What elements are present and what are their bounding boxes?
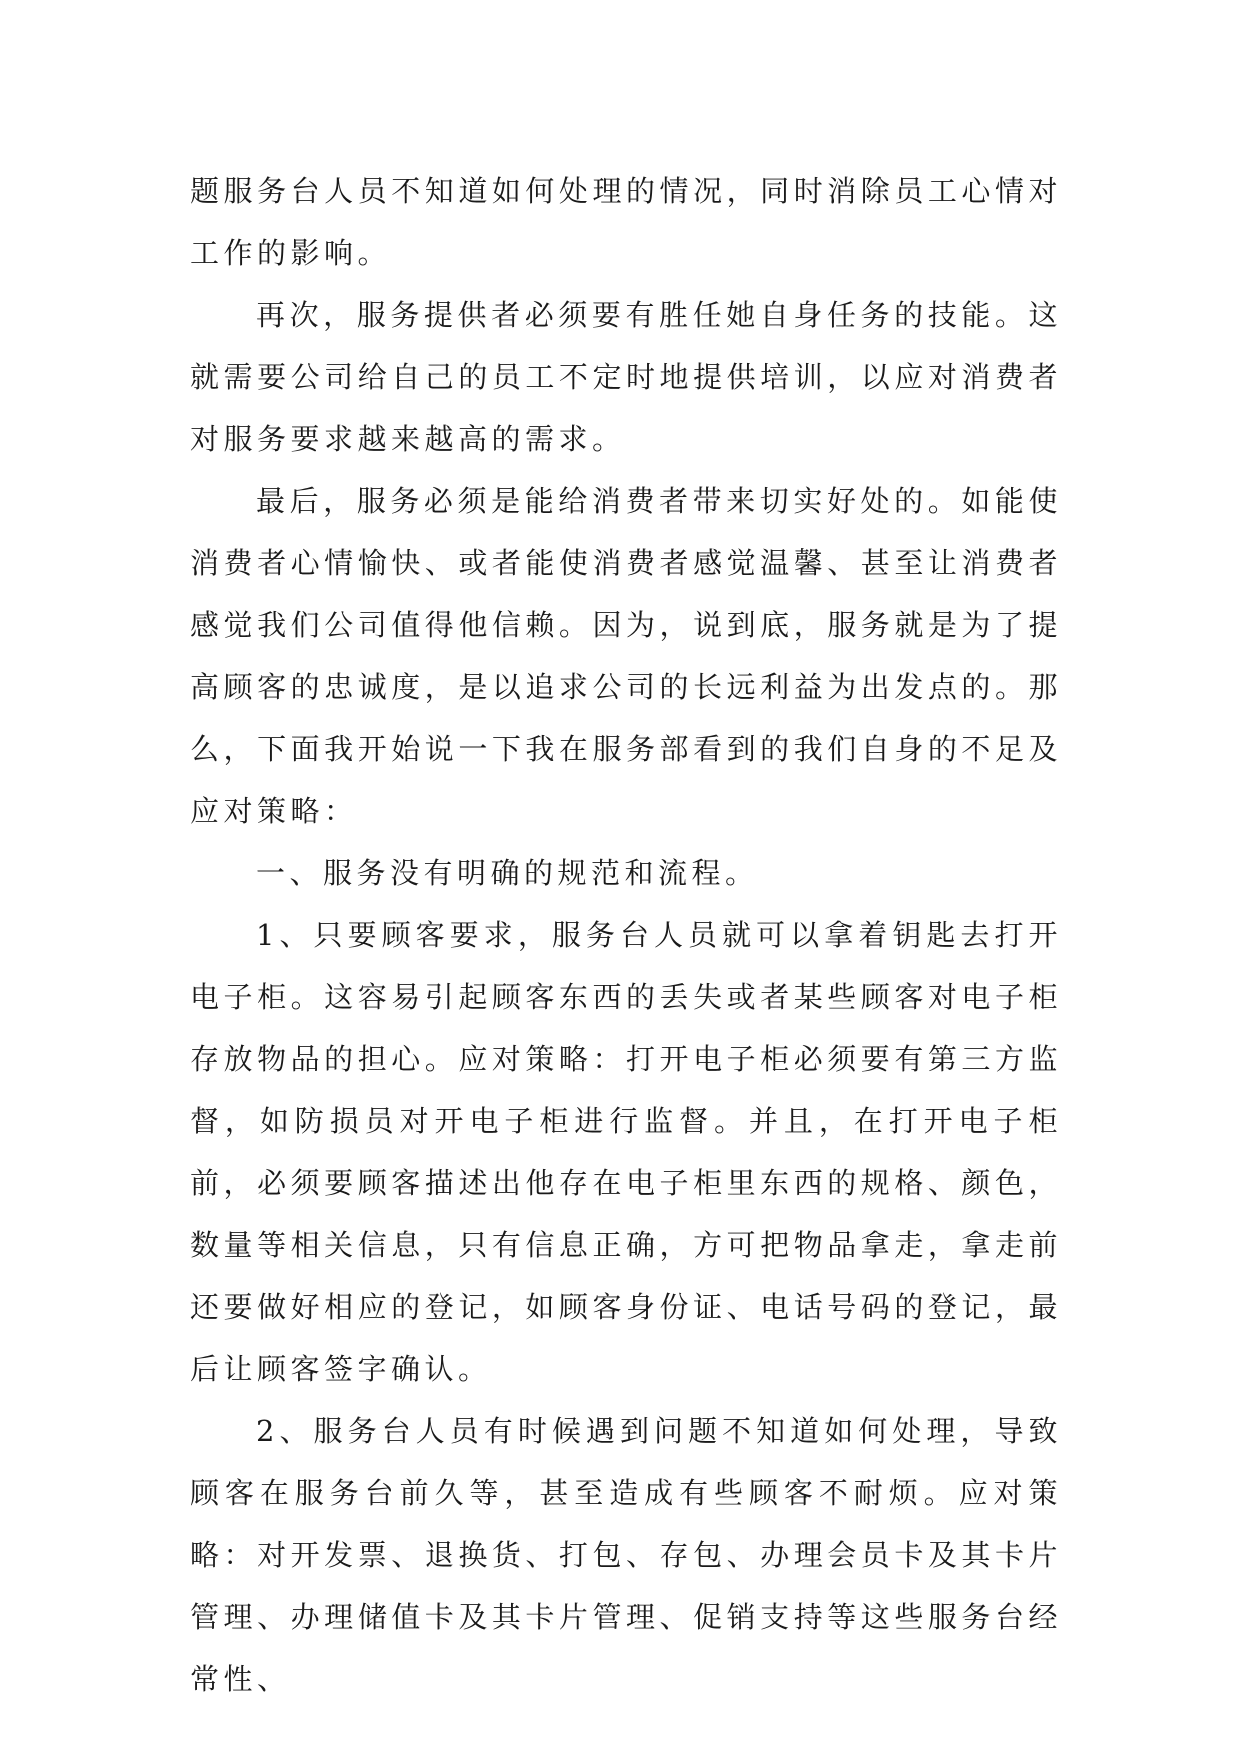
paragraph-6: 2、服务台人员有时候遇到问题不知道如何处理，导致顾客在服务台前久等，甚至造成有些顾客不耐烦。应对策略：对开发票、退换货、打包、存包、办理会员卡及其卡片管理、办理储值卡及其卡片管理、促销支持等这些服务台经常性、 bbox=[190, 1414, 1062, 1696]
paragraph-4: 一、服务没有明确的规范和流程。 bbox=[256, 856, 759, 890]
body-text bbox=[190, 160, 1062, 1710]
paragraph-5: 1、只要顾客要求，服务台人员就可以拿着钥匙去打开电子柜。这容易引起顾客东西的丢失或者某些顾客对电子柜存放物品的担心。应对策略：打开电子柜必须要有第三方监督，如防损员对开电子柜进行监督。并且，在打开电子柜前，必须要顾客描述出他存在电子柜里东西的规格、颜色，数量等相关信息，只有信息正确，方可把物品拿走，拿走前还要做好相应的登记，如顾客身份证、电话号码的登记，最后让顾客签字确认。 bbox=[190, 918, 1062, 1386]
paragraph-2: 再次，服务提供者必须要有胜任她自身任务的技能。这就需要公司给自己的员工不定时地提供培训，以应对消费者对服务要求越来越高的需求。 bbox=[190, 298, 1062, 456]
paragraph-1: 题服务台人员不知道如何处理的情况，同时消除员工心情对工作的影响。 bbox=[190, 174, 1062, 270]
paragraph-3: 最后，服务必须是能给消费者带来切实好处的。如能使消费者心情愉快、或者能使消费者感觉温馨、甚至让消费者感觉我们公司值得他信赖。因为，说到底，服务就是为了提高顾客的忠诚度，是以追求公司的长远利益为出发点的。那么，下面我开始说一下我在服务部看到的我们自身的不足及应对策略： bbox=[190, 484, 1062, 828]
